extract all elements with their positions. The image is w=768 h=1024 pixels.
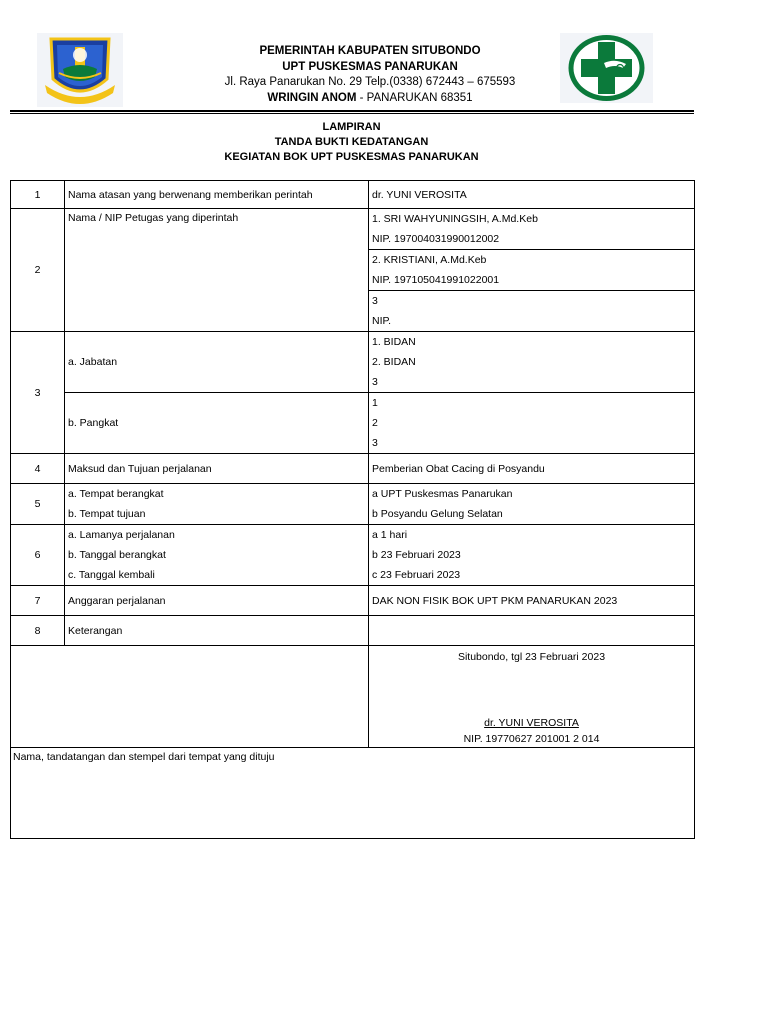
row-number: 6 [11,525,65,586]
row-labels [65,484,369,525]
destination-endorsement-cell [11,748,695,839]
row-label: Maksud dan Tujuan perjalanan [65,454,369,484]
row-label: Nama / NIP Petugas yang diperintah [65,209,369,332]
rank-values [369,393,695,454]
officer-1-nip: NIP. 197004031990012002 [372,233,500,245]
travel-proof-form [10,180,695,839]
row-number: 3 [11,332,65,454]
table-row [11,525,695,586]
title-line-1: LAMPIRAN [322,121,381,133]
signature-blank-cell [11,646,369,748]
position-value: 2. BIDAN [372,356,416,368]
row-label: Keterangan [65,616,369,646]
departure-place-value: a UPT Puskesmas Panarukan [372,488,513,500]
officer-2-cell [369,250,695,291]
row-values [369,525,695,586]
row-value [369,616,695,646]
officer-3-name: 3 [372,295,378,307]
departure-date-label: b. Tanggal berangkat [68,549,166,561]
destination-place-label: b. Tempat tujuan [68,508,146,520]
table-row [11,484,695,525]
duration-label: a. Lamanya perjalanan [68,529,175,541]
departure-place-label: a. Tempat berangkat [68,488,164,500]
row-number: 7 [11,586,65,616]
signature-space [372,665,691,715]
locality-rest: - PANARUKAN 68351 [356,91,473,104]
puskesmas-cross-logo [560,33,653,103]
return-date-value: c 23 Februari 2023 [372,569,461,581]
position-value: 3 [372,376,378,388]
row-number: 5 [11,484,65,525]
institution-name: UPT PUSKESMAS PANARUKAN [282,60,458,73]
officer-1-cell [369,209,695,250]
row-values [369,484,695,525]
locality-bold: WRINGIN ANOM [267,91,357,104]
row-number: 8 [11,616,65,646]
position-value: 1. BIDAN [372,336,416,348]
institution-header [160,44,580,106]
document-title [0,120,703,165]
row-label: Nama atasan yang berwenang memberikan perintah [65,181,369,209]
row-value: dr. YUNI VEROSITA [369,181,695,209]
row-value: DAK NON FISIK BOK UPT PKM PANARUKAN 2023 [369,586,695,616]
rank-label: b. Pangkat [65,393,369,454]
table-row [11,616,695,646]
institution-locality [160,91,580,107]
header-rule-thin [10,113,694,114]
return-date-label: c. Tanggal kembali [68,569,155,581]
table-row [11,209,695,250]
rank-value: 3 [372,437,378,449]
row-label: Anggaran perjalanan [65,586,369,616]
signature-place-date: Situbondo, tgl 23 Februari 2023 [457,651,606,663]
situbondo-coat-of-arms-logo [37,33,123,107]
signatory-nip: NIP. 19770627 201001 2 014 [463,733,600,745]
officer-2-name: 2. KRISTIANI, A.Md.Keb [372,254,487,266]
table-row [11,393,695,454]
letterhead [0,0,768,115]
destination-endorsement-note: Nama, tandatangan dan stempel dari tempat yang dituju [13,751,275,763]
signature-block [369,646,695,748]
row-number: 1 [11,181,65,209]
table-row [11,181,695,209]
institution-address: Jl. Raya Panarukan No. 29 Telp.(0338) 672443 – 675593 [224,76,516,88]
row-number: 4 [11,454,65,484]
destination-endorsement-row [11,748,695,839]
government-name: PEMERINTAH KABUPATEN SITUBONDO [259,45,481,57]
officer-1-name: 1. SRI WAHYUNINGSIH, A.Md.Keb [372,213,538,225]
rank-value: 2 [372,417,378,429]
row-labels [65,525,369,586]
title-line-3: KEGIATAN BOK UPT PUSKESMAS PANARUKAN [224,151,479,163]
position-values [369,332,695,393]
signature-row [11,646,695,748]
table-row [11,332,695,393]
officer-3-nip: NIP. [372,315,392,327]
table-row [11,454,695,484]
officer-3-cell [369,291,695,332]
destination-place-value: b Posyandu Gelung Selatan [372,508,503,520]
title-line-2: TANDA BUKTI KEDATANGAN [274,136,429,148]
signatory-name: dr. YUNI VEROSITA [484,717,579,729]
duration-value: a 1 hari [372,529,408,541]
rank-value: 1 [372,397,378,409]
officer-2-nip: NIP. 197105041991022001 [372,274,500,286]
position-label: a. Jabatan [65,332,369,393]
header-rule-thick [10,110,694,112]
departure-date-value: b 23 Februari 2023 [372,549,461,561]
table-row [11,586,695,616]
row-value: Pemberian Obat Cacing di Posyandu [369,454,695,484]
row-number: 2 [11,209,65,332]
